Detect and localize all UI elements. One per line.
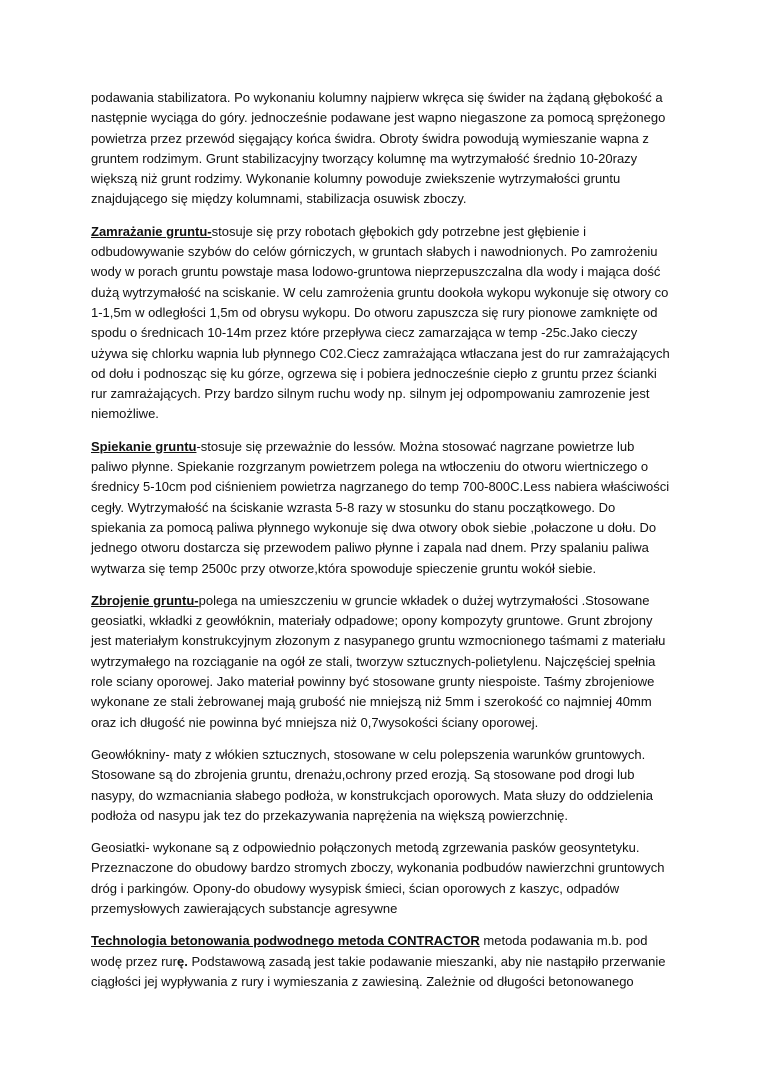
paragraph-soil-reinforcement	[91, 591, 671, 733]
paragraph-text: -stosuje się przeważnie do lessów. Można stosować nagrzane powietrze lub paliwo płynne. Spiekanie rozgrzanym powietrzem polega na wtłoczeniu do otworu wiertniczego o średnicy 5-10cm pod ciśnieniem powietrza nagrzanego do temp 700-800C.Less nabiera właściwości cegły. Wytrzymałość na ściskanie wzrasta 5-8 razy w stosunku do stanu początkowego. Do spiekania za pomocą paliwa płynnego wykonuje się dwa otwory obok siebie ,połaczone u dołu. Do jednego otworu dostarcza się przewodem paliwo płynne i zapala nad dnem. Przy spalaniu paliwa wytwarza się temp 2500c przy otworze,która spowoduje spieczenie gruntu wokół siebie.	[91, 438, 670, 576]
paragraph-bold-fragment: ę.	[176, 953, 188, 969]
paragraph-text: polega na umieszczeniu w gruncie wkładek o dużej wytrzymałości .Stosowane geosiatki, wkładki z geowłóknin, materiały odpadowe; opony kompozyty gruntowe. Grunt zbrojony jest materiałym konstrukcyjnym złozonym z nasypanego gruntu wzmocnionego taśmami z materiału wytrzymałego na rozciąganie na ogół ze stali, tworzyw sztucznych-polietylenu. Najczęściej spełnia role sciany oporowej. Jako materiał powinny być stosowane grunty niespoiste. Taśmy zbrojeniowe wykonane ze stali żebrowanej mają grubość nie mniejszą niż 5mm i szerokość co najmniej 40mm oraz ich długość nie powinna być mniejsza niż 0,7wysokości ściany oporowej.	[91, 592, 666, 730]
paragraph-soil-freezing	[91, 222, 671, 425]
term-contractor-method: Technologia betonowania podwodnego metoda CONTRACTOR	[91, 933, 480, 949]
paragraph-underwater-concreting	[91, 931, 671, 992]
term-soil-reinforcement: Zbrojenie gruntu-	[91, 592, 199, 608]
paragraph-text: Podstawową zasadą jest takie podawanie mieszanki, aby nie nastąpiło przerwanie ciągłości jej wypływania z rury i wymieszania z zawiesiną. Zależnie od długości betonowanego	[91, 953, 666, 989]
paragraph-geotextiles	[91, 745, 671, 826]
paragraph-stabilization-columns	[91, 88, 671, 210]
paragraph-text: Geowłókniny- maty z włókien sztucznych, stosowane w celu polepszenia warunków gruntowych. Stosowane są do zbrojenia gruntu, drenażu,ochrony przed erozją. Są stosowane pod drogi lub nasypy, do wzmacniania słabego podłoża, w konstrukcjach oporowych. Mata słuzy do oddzielenia podłoża od nasypu jak tez do przekazywania naprężenia na większą powierzchnię.	[91, 746, 653, 823]
paragraph-soil-sintering	[91, 437, 671, 579]
paragraph-text: metoda podawania m.b. pod wodę przez rur	[91, 933, 648, 969]
paragraph-text: podawania stabilizatora. Po wykonaniu kolumny najpierw wkręca się świder na żądaną głębokość a następnie wyciąga do góry. jednocześnie podawane jest wapno niegaszone za pomocą sprężonego powietrza przez przewód sięgający końca świdra. Obroty świdra powodują wymieszanie wapna z gruntem rodzimym. Grunt stabilizacyjny tworzący kolumnę ma wytrzymałość średnio 10-20razy większą niż grunt rodzimy. Wykonanie kolumny powoduje zwiekszenie wytrzymałości gruntu znajdującego się między kolumnami, stabilizacja osuwisk zboczy.	[91, 90, 666, 207]
paragraph-text: stosuje się przy robotach głębokich gdy potrzebne jest głębienie i odbudowywanie szybów do celów górniczych, w gruntach słabych i nawodnionych. Po zamrożeniu wody w porach gruntu powstaje masa lodowo-gruntowa nieprzepuszczalna dla wody i mająca dość dużą wytrzymałość na sciskanie. W celu zamrożenia gruntu dookoła wykopu wykonuje się otwory co 1-1,5m w odległości 1,5m od obrysu wykopu. Do otworu zapuszcza się rury pionowe zamknięte od spodu o średnicach 10-14m przez które przepływa ciecz zamarzająca w temp -25c.Jako cieczy używa się chlorku wapnia lub płynnego C02.Ciecz zamrażająca wtłaczana jest do rur zamrażających od dołu i podnosząc się ku górze, ogrzewa się i pobiera jednocześnie ciepło z gruntu przez ścianki rur zamrażających. Przy bardzo silnym ruchu wody np. silnym jej odpompowaniu zamrozenie jest niemożliwe.	[91, 223, 670, 422]
paragraph-text: Geosiatki- wykonane są z odpowiednio połączonych metodą zgrzewania pasków geosyntetyku. Przeznaczone do obudowy bardzo stromych zboczy, wykonania podbudów nawierzchni gruntowych dróg i parkingów. Opony-do obudowy wysypisk śmieci, ścian oporowych z kaszyc, odpadów przemysłowych zawierających substancje agresywne	[91, 840, 665, 916]
paragraph-geogrids	[91, 838, 671, 919]
term-soil-sintering: Spiekanie gruntu	[91, 438, 197, 454]
document-page	[91, 88, 671, 1004]
term-soil-freezing: Zamrażanie gruntu-	[91, 223, 212, 239]
